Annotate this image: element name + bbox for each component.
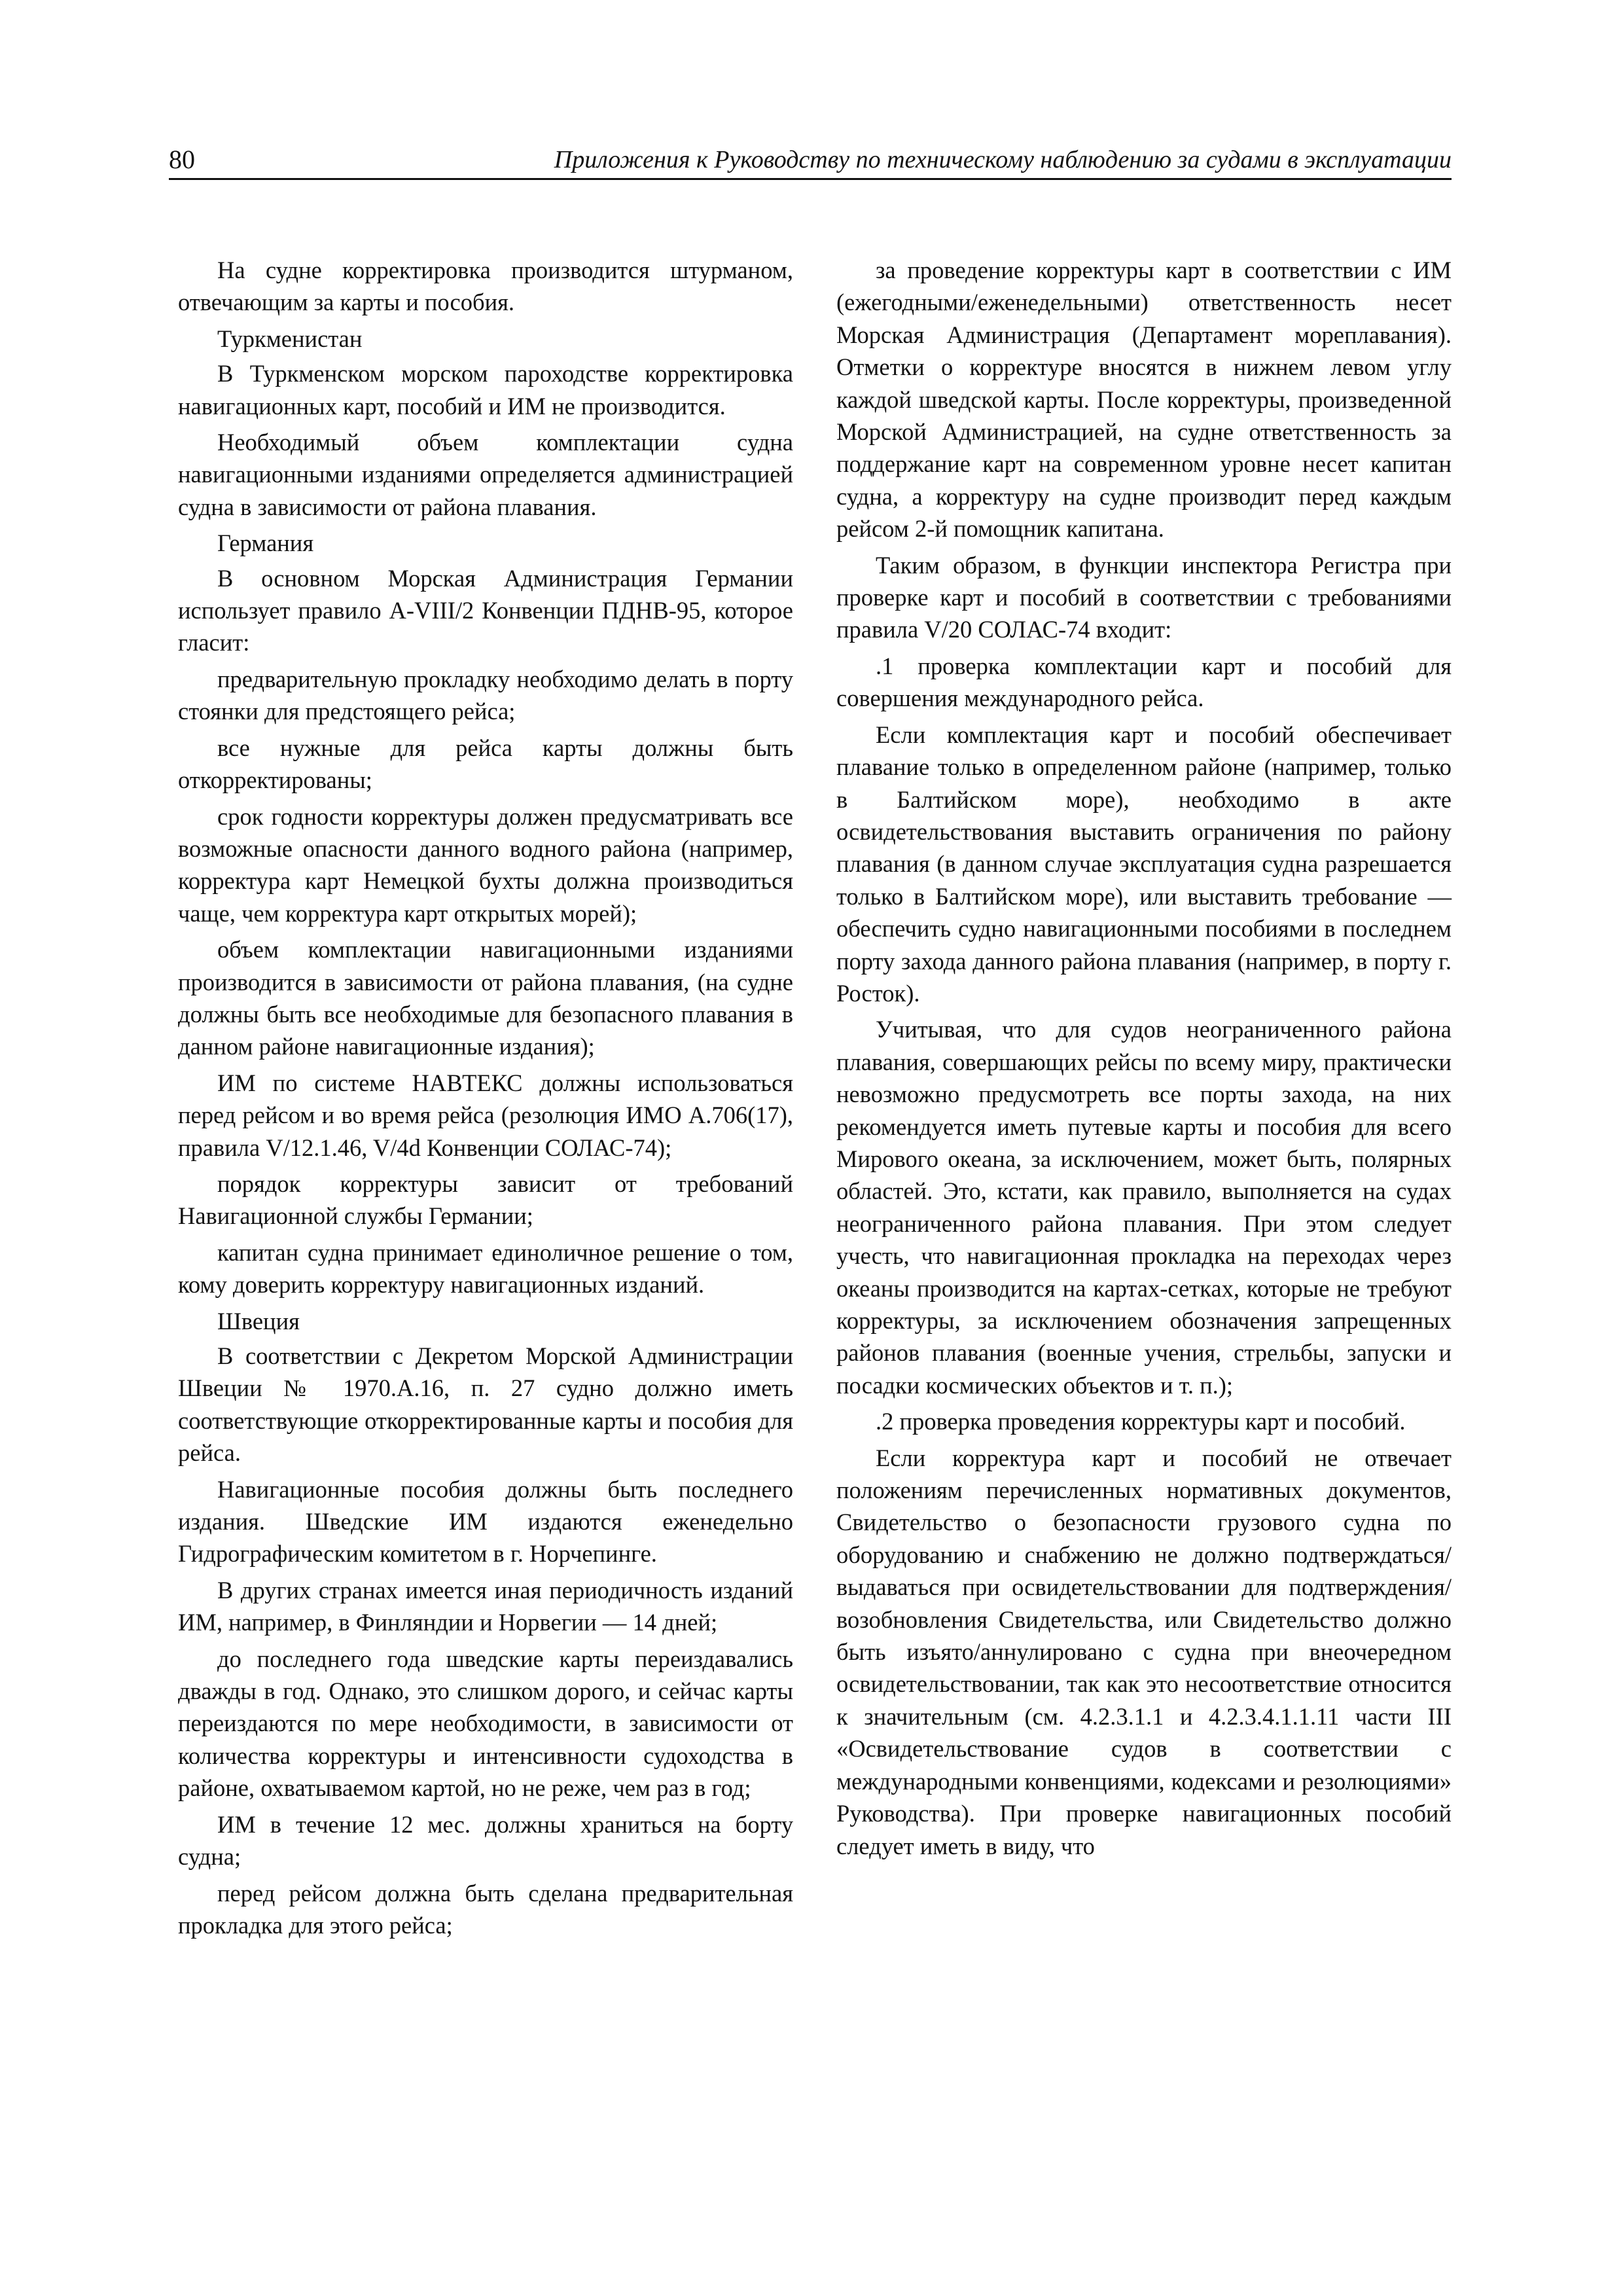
paragraph: Учитывая, что для судов неограниченного района плавания, совершающих рейсы по всему миру, практически невозможно предусмотреть все порты захода, на них рекомендуется иметь путевые карты и пособия для всего Мирового океана, за исключением, может быть, полярных областей. Это, кстати, как правило, выполняется на судах неограниченного района плавания. При этом следует учесть, что навигационная прокладка на переходах через океаны производится на картах-сетках, которые не требуют корректуры, за исключением обозначения запрещенных районов плавания (военные учения, стрельбы, запуски и посадки космических объектов и т. п.); xyxy=(836,1016,1452,1399)
section-heading-sweden: Швеция xyxy=(217,1307,300,1335)
left-column xyxy=(178,254,793,1945)
list-item: порядок корректуры зависит от требований Навигационной службы Германии; xyxy=(178,1170,793,1230)
list-item: .2 проверка проведения корректуры карт и пособий. xyxy=(876,1408,1406,1435)
paragraph: Навигационные пособия должны быть последнего издания. Шведские ИМ издаются еженедельно Гидрографическим комитетом в г. Норчепинге. xyxy=(178,1475,793,1568)
paragraph: Если корректура карт и пособий не отвечает положениям перечисленных нормативных документов, Свидетельство о безопасности грузового судна по оборудованию и снабжению не должно подтверждаться/выдаваться при освидетельствовании для подтверждения/возобновления Свидетельства, или Свидетельство должно быть изъято/аннулировано с судна при внеочередном освидетельствовании, так как это несоответствие относится к значительным (см. 4.2.3.1.1 и 4.2.3.4.1.1.11 части III «Освидетельствование судов в соответствии с международными конвенциями, кодексами и резолюциями» Руководства). При проверке навигационных пособий следует иметь в виду, что xyxy=(836,1444,1452,1859)
page-header xyxy=(169,139,1452,180)
section-heading-turkmenistan: Туркменистан xyxy=(217,325,363,352)
right-column xyxy=(836,254,1452,1866)
list-item: объем комплектации навигационными изданиями производится в зависимости от района плавания, (на судне должны быть все необходимые для безопасного плавания в данном районе навигационные издания); xyxy=(178,936,793,1060)
paragraph: В соответствии с Декретом Морской Администрации Швеции № 1970.A.16, п. 27 судно должно иметь соответствующие откорректированные карты и пособия для рейса. xyxy=(178,1342,793,1467)
list-item: капитан судна принимает единоличное решение о том, кому доверить корректуру навигационных изданий. xyxy=(178,1238,793,1299)
section-heading-germany: Германия xyxy=(217,529,314,557)
paragraph: за проведение корректуры карт в соответствии с ИМ (ежегодными/еженедельными) ответственность несет Морская Администрация (Департамент мореплавания). Отметки о корректуре вносятся в нижнем левом углу каждой шведской карты. После корректуры, произведенной Морской Администрацией, на судне ответственность за поддержание карт на современном уровне несет капитан судна, а корректуру на судне производит перед каждым рейсом 2-й помощник капитана. xyxy=(836,257,1452,543)
list-item: срок годности корректуры должен предусматривать все возможные опасности данного водного района (например, корректура карт Немецкой бухты должна производиться чаще, чем корректура карт открытых морей); xyxy=(178,802,793,927)
paragraph: Таким образом, в функции инспектора Регистра при проверке карт и пособий в соответствии с требованиями правила V/20 СОЛАС-74 входит: xyxy=(836,551,1452,643)
list-item: до последнего года шведские карты переиздавались дважды в год. Однако, это слишком дорого, и сейчас карты переиздаются по мере необходимости, в зависимости от количества корректуры и интенсивности судоходства в районе, охватываемом картой, но не реже, чем раз в год; xyxy=(178,1645,793,1802)
list-item: предварительную прокладку необходимо делать в порту стоянки для предстоящего рейса; xyxy=(178,665,793,725)
list-item: ИМ в течение 12 мес. должны храниться на борту судна; xyxy=(178,1810,793,1871)
paragraph: В основном Морская Администрация Германии использует правило A-VIII/2 Конвенции ПДНВ-95, которое гласит: xyxy=(178,564,793,656)
paragraph: На судне корректировка производится штурманом, отвечающим за карты и пособия. xyxy=(178,257,793,316)
paragraph: Необходимый объем комплектации судна навигационными изданиями определяется администрацией судна в зависимости от района плавания. xyxy=(178,429,793,520)
paragraph: Если комплектация карт и пособий обеспечивает плавание только в определенном районе (например, только в Балтийском море), необходимо в акте освидетельствования выставить ограничения по району плавания (в данном случае эксплуатация судна разрешается только в Балтийском море), или выставить требование — обеспечить судно навигационными пособиями в последнем порту захода данного района плавания (например, в порту г. Росток). xyxy=(836,721,1452,1007)
running-title: Приложения к Руководству по техническому наблюдению за судами в эксплуатации xyxy=(554,146,1452,173)
page-number: 80 xyxy=(169,145,195,174)
paragraph: В других странах имеется иная периодичность изданий ИМ, например, в Финляндии и Норвегии — 14 дней; xyxy=(178,1576,793,1636)
list-item: ИМ по системе НАВТЕКС должны использоваться перед рейсом и во время рейса (резолюция ИМО А.706(17), правила V/12.1.46, V/4d Конвенции СОЛАС-74); xyxy=(178,1069,793,1161)
paragraph: В Туркменском морском пароходстве корректировка навигационных карт, пособий и ИМ не производится. xyxy=(178,360,793,420)
list-item: перед рейсом должна быть сделана предварительная прокладка для этого рейса; xyxy=(178,1879,793,1939)
list-item: все нужные для рейса карты должны быть откорректированы; xyxy=(178,734,793,794)
list-item: .1 проверка комплектации карт и пособий для совершения международного рейса. xyxy=(836,652,1452,712)
